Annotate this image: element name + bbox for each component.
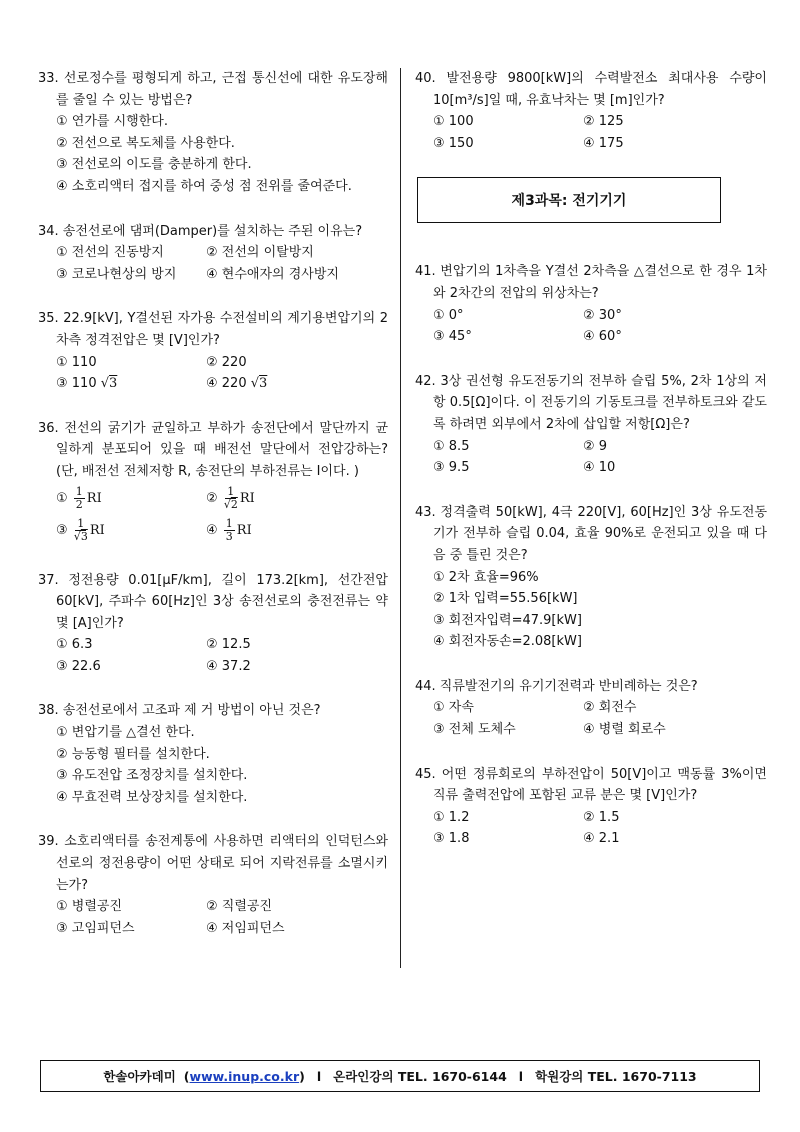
option: ③ 유도전압 조정장치를 설치한다. xyxy=(56,768,248,784)
question-33 xyxy=(38,68,388,198)
option: ② 1.5 xyxy=(583,809,620,825)
option: ③ 22.6 xyxy=(56,658,101,674)
right-column xyxy=(415,68,767,873)
option: ② 전선의 이탈방지 xyxy=(206,245,314,261)
option: ④ 2.1 xyxy=(583,831,620,847)
question-36 xyxy=(38,418,388,547)
option: ③ 전선로의 이도를 충분하게 한다. xyxy=(56,157,252,173)
option: ③ 150 xyxy=(433,135,474,151)
left-column xyxy=(38,68,388,962)
option: ④ 저임피던스 xyxy=(206,920,285,936)
option: ① 2차 효율=96% xyxy=(433,569,539,585)
option: ① 110 xyxy=(56,354,97,370)
footer-online-tel: 온라인강의 TEL. 1670-6144 xyxy=(333,1069,507,1084)
footer-bar: 한솔아카데미 (www.inup.co.kr) l 온라인강의 TEL. 1670-6144 l 학원강의 TEL. 1670-7113 xyxy=(40,1060,760,1092)
option: ③ 1.8 xyxy=(433,831,470,847)
question-44 xyxy=(415,676,767,741)
option-fraction: ① $\frac{1}{2}$ RI xyxy=(56,485,102,511)
option: ① 전선의 진동방지 xyxy=(56,245,164,261)
option: ① 연가를 시행한다. xyxy=(56,114,168,130)
section-title: 제3과목: 전기기기 xyxy=(417,177,721,223)
option: ④ 회전자동손=2.08[kW] xyxy=(433,634,582,650)
option: ① 변압기를 △결선 한다. xyxy=(56,725,195,741)
question-text: 34. 송전선로에 댐퍼(Damper)를 설치하는 주된 이유는? xyxy=(38,223,363,239)
option: ② 30° xyxy=(583,307,622,323)
question-text: 45. 어떤 정류회로의 부하전압이 50[V]이고 맥동률 3%이면 직류 출력전압에 포함된 교류 분은 몇 [V]인가? xyxy=(415,766,767,804)
question-text: 35. 22.9[kV], Y결선된 자가용 수전설비의 계기용변압기의 2차측 정격전압은 몇 [V]인가? xyxy=(38,311,388,348)
question-text: 39. 소호리액터를 송전계통에 사용하면 리액터의 인덕턴스와 선로의 정전용량이 어떤 상태로 되어 지락전류를 소멸시키는가? xyxy=(38,834,388,893)
question-text: 41. 변압기의 1차측을 Y결선 2차측을 △결선으로 한 경우 1차와 2차간의 전압의 위상차는? xyxy=(415,264,767,301)
option: ② 1차 입력=55.56[kW] xyxy=(433,591,578,607)
question-text: 36. 전선의 굵기가 균일하고 부하가 송전단에서 말단까지 균일하게 분포되어 있을 때 배전선 말단에서 전압강하는? (단, 배전선 전체저항 R, 송전단의 부하전류는 I이다. ) xyxy=(38,420,388,479)
option: ① 100 xyxy=(433,114,474,130)
option: ④ 현수애자의 경사방지 xyxy=(206,266,339,282)
option: ③ 코로나현상의 방지 xyxy=(56,266,177,282)
footer-separator: l xyxy=(518,1068,524,1084)
question-35 xyxy=(38,308,388,394)
option: ② 능동형 필터를 설치한다. xyxy=(56,746,210,762)
option: ① 자속 xyxy=(433,700,474,716)
question-45 xyxy=(415,764,767,850)
option: ④ 175 xyxy=(583,135,624,151)
question-38 xyxy=(38,700,388,808)
option: ④ 60° xyxy=(583,329,622,345)
option: ③ 고임피던스 xyxy=(56,920,135,936)
option: ④ 소호리액터 접지를 하여 중성 점 전위를 줄여준다. xyxy=(56,178,352,194)
question-text: 33. 선로정수를 평형되게 하고, 근접 통신선에 대한 유도장해를 줄일 수 있는 방법은? xyxy=(38,71,388,108)
question-39 xyxy=(38,831,388,939)
option: ③ 전체 도체수 xyxy=(433,722,516,738)
option: ① 병렬공진 xyxy=(56,899,123,915)
question-37 xyxy=(38,570,388,678)
option-fraction: ② $\frac{1}{√2}$ RI xyxy=(206,485,255,511)
question-text: 44. 직류발전기의 유기기전력과 반비례하는 것은? xyxy=(415,678,698,694)
option: ① 0° xyxy=(433,307,464,323)
question-text: 40. 발전용량 9800[kW]의 수력발전소 최대사용 수량이 10[m³/s]일 때, 유효낙차는 몇 [m]인가? xyxy=(415,71,767,108)
option-sqrt: ③ 110 √3 xyxy=(56,376,118,392)
question-text: 38. 송전선로에서 고조파 제 거 방법이 아닌 것은? xyxy=(38,703,321,719)
question-41 xyxy=(415,261,767,347)
option: ④ 병렬 회로수 xyxy=(583,722,666,738)
footer-academy-tel: 학원강의 TEL. 1670-7113 xyxy=(535,1069,697,1084)
option: ④ 37.2 xyxy=(206,658,251,674)
question-text: 42. 3상 권선형 유도전동기의 전부하 슬립 5%, 2차 1상의 저항 0.5[Ω]이다. 이 전동기의 기동토크를 전부하토크와 같도록 하려면 외부에서 2차에 삽입할 저항[Ω]은? xyxy=(415,373,767,432)
option: ④ 무효전력 보상장치를 설치한다. xyxy=(56,789,248,805)
option: ① 6.3 xyxy=(56,637,93,653)
option: ② 직렬공진 xyxy=(206,899,273,915)
option: ② 전선으로 복도체를 사용한다. xyxy=(56,135,235,151)
option-sqrt: ④ 220 √3 xyxy=(206,376,268,392)
option: ② 회전수 xyxy=(583,700,637,716)
option: ② 12.5 xyxy=(206,637,251,653)
option: ③ 회전자입력=47.9[kW] xyxy=(433,612,582,628)
option: ③ 9.5 xyxy=(433,460,470,476)
option: ① 8.5 xyxy=(433,438,470,454)
question-42 xyxy=(415,371,767,479)
option-fraction: ③ $\frac{1}{√3}$ RI xyxy=(56,517,105,543)
footer-name: 한솔아카데미 xyxy=(103,1069,176,1084)
footer-link[interactable]: www.inup.co.kr xyxy=(189,1068,300,1084)
column-divider xyxy=(400,68,401,968)
option: ② 220 xyxy=(206,354,247,370)
option: ② 9 xyxy=(583,438,608,454)
option: ③ 45° xyxy=(433,329,472,345)
question-40 xyxy=(415,68,767,154)
question-43 xyxy=(415,502,767,653)
option: ① 1.2 xyxy=(433,809,470,825)
option-fraction: ④ $\frac{1}{3}$ RI xyxy=(206,517,252,543)
question-text: 37. 정전용량 0.01[μF/km], 길이 173.2[km], 선간전압 60[kV], 주파수 60[Hz]인 3상 송전선로의 충전전류는 약 몇 [A]인가? xyxy=(38,572,388,631)
question-text: 43. 정격출력 50[kW], 4극 220[V], 60[Hz]인 3상 유도전동기가 전부하 슬립 0.04, 효율 90%로 운전되고 있을 때 다음 중 틀린 것은? xyxy=(415,504,767,563)
option: ② 125 xyxy=(583,114,624,130)
question-34 xyxy=(38,221,388,286)
footer-separator: l xyxy=(316,1068,322,1084)
option: ④ 10 xyxy=(583,460,616,476)
